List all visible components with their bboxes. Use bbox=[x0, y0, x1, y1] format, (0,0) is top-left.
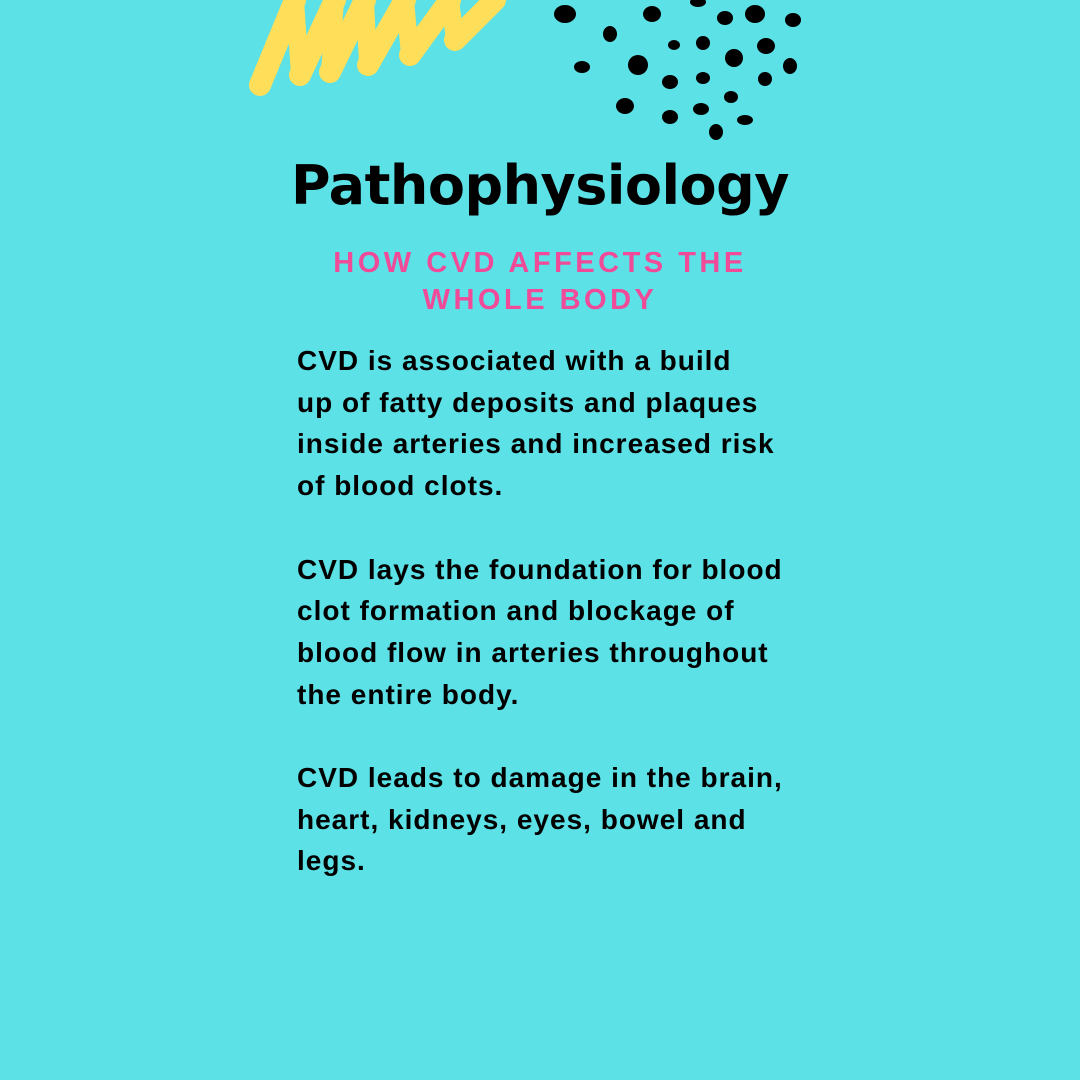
subtitle-line-2: WHOLE BODY bbox=[422, 284, 658, 316]
paragraph-line: inside arteries and increased risk bbox=[297, 428, 775, 460]
paragraph-line: clot formation and blockage of bbox=[297, 595, 735, 627]
subtitle-line-1: HOW CVD AFFECTS THE bbox=[333, 247, 747, 279]
paragraph-line: of blood clots. bbox=[297, 470, 504, 502]
paragraph-line: the entire body. bbox=[297, 678, 520, 710]
paragraph-line: CVD leads to damage in the brain, bbox=[297, 762, 783, 793]
paragraph-line: legs. bbox=[297, 845, 366, 877]
paragraph-2 bbox=[297, 549, 857, 716]
yellow-scribble-decoration bbox=[240, 0, 540, 100]
black-dots-decoration bbox=[540, 0, 820, 150]
paragraph-line: blood flow in arteries throughout bbox=[297, 636, 769, 668]
paragraph-line: up of fatty deposits and plaques bbox=[297, 386, 759, 418]
body-text bbox=[297, 340, 857, 924]
paragraph-line: heart, kidneys, eyes, bowel and bbox=[297, 803, 747, 835]
subtitle bbox=[290, 245, 790, 319]
page-title: Pathophysiology bbox=[291, 154, 789, 217]
paragraph-line: CVD is associated with a build bbox=[297, 345, 732, 376]
paragraph-3 bbox=[297, 757, 857, 882]
paragraph-line: CVD lays the foundation for blood bbox=[297, 553, 783, 585]
paragraph-1 bbox=[297, 340, 857, 507]
